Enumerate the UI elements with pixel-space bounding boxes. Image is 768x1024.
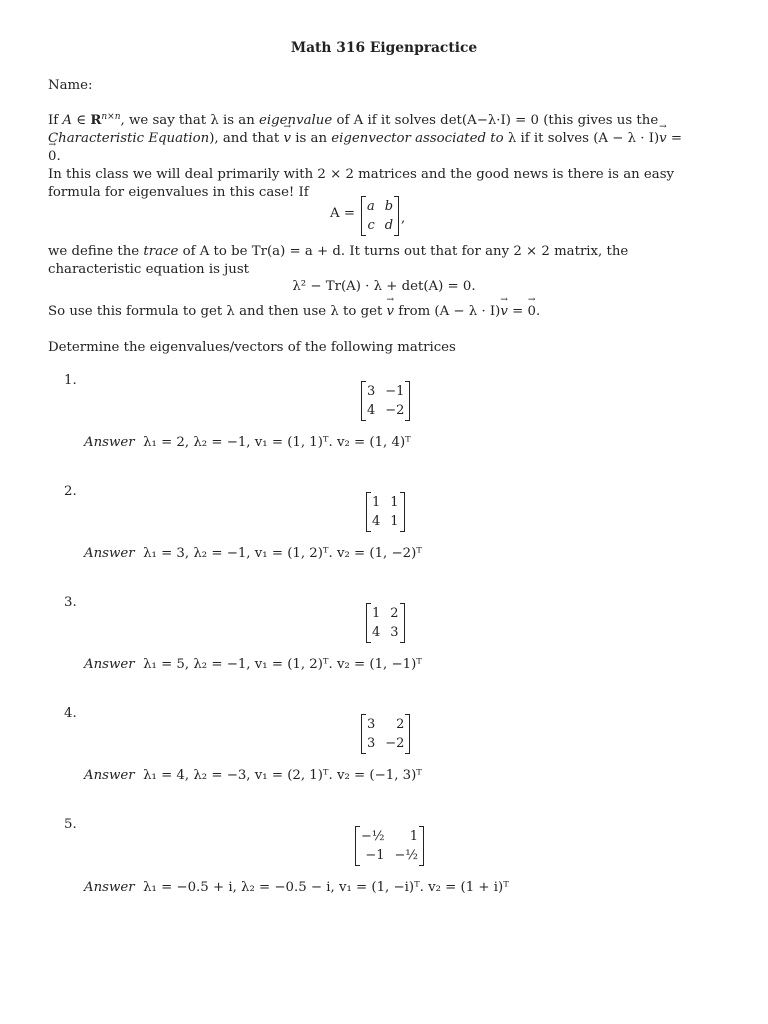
answer-line: Answer λ₁ = 4, λ₂ = −3, v₁ = (2, 1)ᵀ. v₂ = (−1, 3)ᵀ (84, 768, 422, 783)
term-equation: Equation (148, 130, 210, 146)
problem-matrix: 3 −1 4 −2 (361, 381, 410, 421)
problem-matrix: 3 2 3 −2 (361, 714, 410, 754)
generic-matrix: a b c d (361, 196, 399, 236)
problem-matrix: 1 1 4 1 (366, 492, 405, 532)
term-characteristic: Characteristic (48, 130, 145, 146)
intro-paragraph: In this class we will deal primarily with 2 × 2 matrices and the good news is there is an easy formula for eigenvalues in this case! If (48, 167, 675, 200)
definition-paragraph: If A ∈ $R^{n\times n}$, we say that λ is an eigenvalue of A if it solves det(A−λ·I) = 0 (this gives us the Characteristic Equation), and that → v is an eigenvector associated to λ if it solves (A − λ · I)→ v = → 0. (48, 112, 693, 166)
answer-line: Answer λ₁ = 3, λ₂ = −1, v₁ = (1, 2)ᵀ. v₂ = (1, −2)ᵀ (84, 546, 422, 561)
term-trace: trace (143, 244, 179, 259)
answer-line: Answer λ₁ = 2, λ₂ = −1, v₁ = (1, 1)ᵀ. v₂ = (1, 4)ᵀ (84, 435, 411, 450)
term-eigenvector: eigenvector associated to (331, 130, 504, 146)
problem-number: 3. (64, 595, 77, 610)
problem-number: 1. (64, 373, 77, 388)
problem-matrix: 1 2 4 3 (366, 603, 405, 643)
problem-matrix: −½ 1 −1 −½ (355, 826, 424, 866)
document-page: Math 316 Eigenpractice Name: If A ∈ $R^{n\times n}$, we say that λ is an eigenvalue of A if it solves det(A−λ·I) = 0 (this gives us the Characteristic Equation), and that → v is an eigenvector associated to λ if it solves (A − λ · I)→ v = → 0. In this class we will deal primarily with 2 × 2 matrices and the good news is there is an easy formula for eigenvalues in this case! If A = a b c d , we define the trace of A to be Tr(a) = a + d. It turns out that for any 2 × 2 matrix, the characteristic equation is just λ² − Tr(A) · λ + det(A) = 0. So use this formula to get λ and then use λ to get → v from (A − λ · I)→ v = → 0. Determine the eigenvalues/vectors of the following matrices 1. 3 −1 4 −2 Answer λ₁ = 2, λ₂ = −1, v₁ = (1, 1)ᵀ. v₂ = (1, 4)ᵀ 2. 1 1 4 1 Answer λ₁ = 3, λ₂ = −1, v₁ = (1, 2)ᵀ. v₂ = (1, −2)ᵀ 3. 1 2 4 3 Answer λ₁ = 5, λ₂ = −1, v₁ = (1, 2)ᵀ. v₂ = (1, −1)ᵀ 4. 3 2 3 −2 Answer λ₁ = 4, λ₂ = −3, v₁ = (2, 1)ᵀ. v₂ = (−1, 3)ᵀ 5. −½ 1 −1 −½ Answer λ₁ = −0.5 + i, λ₂ = −0.5 − i, v₁ = (1, −i)ᵀ. v₂ = (1 + i)ᵀ (0, 0, 768, 1024)
page-title: Math 316 Eigenpractice (290, 40, 478, 56)
instructions: Determine the eigenvalues/vectors of the following matrices (48, 340, 456, 355)
problem-number: 5. (64, 817, 77, 832)
name-label: Name: (48, 78, 93, 93)
answer-line: Answer λ₁ = −0.5 + i, λ₂ = −0.5 − i, v₁ = (1, −i)ᵀ. v₂ = (1 + i)ᵀ (84, 880, 509, 895)
characteristic-equation: λ² − Tr(A) · λ + det(A) = 0. (292, 279, 476, 294)
problem-number: 4. (64, 706, 77, 721)
problem-number: 2. (64, 484, 77, 499)
generic-matrix-label: A = (330, 206, 355, 221)
method-paragraph: So use this formula to get λ and then use λ to get → v from (A − λ · I)→ v = → 0. (48, 303, 693, 321)
answer-line: Answer λ₁ = 5, λ₂ = −1, v₁ = (1, 2)ᵀ. v₂ = (1, −1)ᵀ (84, 657, 422, 672)
term-eigenvalue: eigenvalue (259, 113, 333, 128)
trace-paragraph: we define the trace of A to be Tr(a) = a + d. It turns out that for any 2 × 2 matrix, the characteristic equation is just (48, 244, 629, 277)
